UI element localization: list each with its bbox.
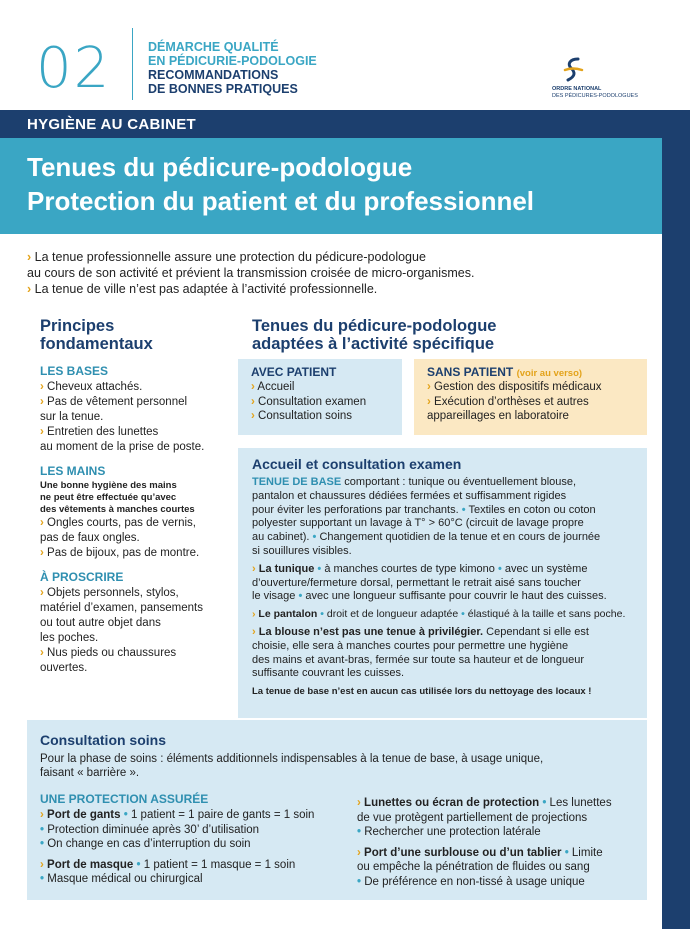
bullet-icon: • xyxy=(320,608,324,621)
title-box xyxy=(0,138,662,234)
tun-3: d’ouverture/fermeture dorsal, permettant le retrait aisé sans toucher xyxy=(252,576,581,589)
tenues-heading-1: Tenues du pédicure-podologue xyxy=(252,317,497,335)
masque-label: Port de masque xyxy=(47,858,134,871)
tb-3: pour éviter les perforations par tranchants. xyxy=(252,503,459,516)
tb-7: Changement quotidien de la tenue et en cours de journée xyxy=(316,531,601,544)
avec-item-2: Consultation examen xyxy=(258,395,367,408)
arrow-icon: › xyxy=(40,587,44,599)
bases-heading: LES BASES xyxy=(40,364,109,378)
mains-heading: LES MAINS xyxy=(40,464,106,478)
lunettes-label: Lunettes ou écran de protection xyxy=(364,797,540,809)
sans-item-1: Gestion des dispositifs médicaux xyxy=(434,381,602,393)
principes-heading-2: fondamentaux xyxy=(40,335,153,353)
header-line-4: DE BONNES PRATIQUES xyxy=(148,82,298,96)
blo-3: des mains et avant-bras, fermée sur toute sa hauteur et de longueur xyxy=(252,653,585,666)
section-band xyxy=(0,110,662,138)
accueil-note: La tenue de base n’est en aucun cas utilisée lors du nettoyage des locaux ! xyxy=(252,686,592,698)
sans-patient-box xyxy=(414,359,647,435)
sans-item-2b: appareillages en laboratoire xyxy=(427,410,569,422)
avec-patient-box xyxy=(238,359,402,435)
sans-heading: SANS PATIENT xyxy=(427,365,514,379)
bullet-icon: • xyxy=(136,858,141,871)
arrow-icon: › xyxy=(40,426,44,438)
tenues-heading xyxy=(252,317,496,353)
mains-item-1a: Ongles courts, pas de vernis, xyxy=(47,517,196,529)
mains-bold-3: des vêtements à manches courtes xyxy=(40,504,195,515)
bullet-icon: • xyxy=(40,873,45,885)
header-text xyxy=(148,40,317,96)
soins-left xyxy=(40,792,340,887)
sur-3: De préférence en non-tissé à usage unique xyxy=(364,875,585,888)
mains-item-2: Pas de bijoux, pas de montre. xyxy=(47,547,200,559)
blouse-paragraph xyxy=(252,626,640,681)
logo-text-1: ORDRE NATIONAL xyxy=(552,86,602,92)
bases-item-3a: Entretien des lunettes xyxy=(47,426,159,438)
arrow-icon: › xyxy=(27,250,32,264)
pros-item-1d: les poches. xyxy=(40,632,99,644)
tun-1: à manches courtes de type kimono xyxy=(321,562,495,575)
mains-bold xyxy=(40,480,220,516)
arrow-icon: › xyxy=(27,282,32,296)
bullet-icon: • xyxy=(497,562,502,575)
sans-note: (voir au verso) xyxy=(516,368,583,379)
soins-box xyxy=(27,720,647,900)
principes-panel xyxy=(27,360,217,695)
pros-item-2a: Nus pieds ou chaussures xyxy=(47,647,177,659)
blo-4: suffisante couvrant les cuisses. xyxy=(252,667,405,680)
bases-item-2a: Pas de vêtement personnel xyxy=(47,396,188,408)
bullet-icon: • xyxy=(298,590,303,603)
pros-item-2b: ouvertes. xyxy=(40,662,88,674)
arrow-icon: › xyxy=(40,517,44,529)
gants-label: Port de gants xyxy=(47,809,121,821)
surblouse-label: Port d’une surblouse ou d’un tablier xyxy=(364,846,562,859)
blo-1: Cependant si elle est xyxy=(483,625,589,638)
masque-1: 1 patient = 1 masque = 1 soin xyxy=(140,858,296,871)
tb-4: Textiles en coton ou coton xyxy=(465,503,596,516)
mains-bold-2: ne peut être effectuée qu’avec xyxy=(40,492,177,503)
bullet-icon: • xyxy=(357,826,362,838)
tb-6: au cabinet). xyxy=(252,531,310,544)
arrow-icon: › xyxy=(40,547,44,559)
logo-text-2: DES PÉDICURES-PODOLOGUES xyxy=(552,93,638,99)
arrow-icon: › xyxy=(252,625,256,638)
tb-2: pantalon et chaussures dédiées fermées et suffisamment rigides xyxy=(252,489,567,502)
lun-3: Rechercher une protection latérale xyxy=(364,826,541,838)
intro-text xyxy=(27,249,647,297)
soins-heading: Consultation soins xyxy=(40,732,166,748)
intro-2: La tenue de ville n’est pas adaptée à l’activité professionnelle. xyxy=(34,282,378,296)
tenue-base-label: TENUE DE BASE xyxy=(252,476,342,488)
tb-1: comportant : tunique ou éventuellement blouse, xyxy=(341,476,577,488)
mains-bold-1: Une bonne hygiène des mains xyxy=(40,480,177,491)
arrow-icon: › xyxy=(357,797,361,809)
arrow-icon: › xyxy=(40,647,44,659)
tb-5: polyester supportant un lavage à T° > 60°C (circuit de lavage propre xyxy=(252,517,584,530)
accueil-heading: Accueil et consultation examen xyxy=(252,456,462,472)
tenues-heading-2: adaptées à l’activité spécifique xyxy=(252,335,495,353)
tb-8: si souillures visibles. xyxy=(252,544,352,557)
pros-item-1b: matériel d’examen, pansements xyxy=(40,602,203,614)
bullet-icon: • xyxy=(40,823,45,836)
pantalon-paragraph xyxy=(252,608,640,622)
pros-item-1a: Objets personnels, stylos, xyxy=(47,587,179,599)
right-side-bar xyxy=(662,110,690,929)
avec-heading: AVEC PATIENT xyxy=(251,365,337,379)
soins-intro xyxy=(40,752,600,780)
blouse-label: La blouse n’est pas une tenue à privilégier. xyxy=(258,625,484,638)
arrow-icon: › xyxy=(40,809,44,821)
tenue-base-paragraph xyxy=(252,476,640,559)
section-band-label: HYGIÈNE AU CABINET xyxy=(27,116,197,133)
bullet-icon: • xyxy=(317,562,322,575)
soins-intro-1: Pour la phase de soins : éléments additionnels indispensables à la tenue de base, à usage unique, xyxy=(40,753,544,765)
gants-1: 1 patient = 1 paire de gants = 1 soin xyxy=(127,809,315,821)
proscrire-heading: À PROSCRIRE xyxy=(40,570,124,584)
arrow-icon: › xyxy=(427,395,431,408)
bases-item-3b: au moment de la prise de poste. xyxy=(40,441,205,453)
bases-item-2b: sur la tenue. xyxy=(40,411,104,423)
arrow-icon: › xyxy=(427,381,431,393)
arrow-icon: › xyxy=(40,381,44,393)
tun-4: le visage xyxy=(252,590,296,603)
bullet-icon: • xyxy=(123,809,128,821)
bullet-icon: • xyxy=(40,838,45,850)
header-line-3: RECOMMANDATIONS xyxy=(148,68,279,82)
bullet-icon: • xyxy=(461,503,466,516)
sans-item-2a: Exécution d’orthèses et autres xyxy=(434,395,589,408)
pros-item-1c: ou tout autre objet dans xyxy=(40,617,161,629)
arrow-icon: › xyxy=(252,562,256,575)
avec-item-3: Consultation soins xyxy=(258,410,353,422)
page-title-line-2: Protection du patient et du professionnel xyxy=(27,186,535,216)
accueil-box xyxy=(238,448,647,718)
accueil-body xyxy=(252,476,640,699)
arrow-icon: › xyxy=(40,396,44,408)
mains-item-1b: pas de faux ongles. xyxy=(40,532,140,544)
masque-2: Masque médical ou chirurgical xyxy=(47,873,203,885)
page-header xyxy=(0,0,690,110)
protection-heading: UNE PROTECTION ASSURÉE xyxy=(40,792,209,806)
logo-icon xyxy=(562,56,584,84)
tunique-label: La tunique xyxy=(258,562,315,575)
header-divider xyxy=(132,28,133,100)
header-line-1: DÉMARCHE QUALITÉ xyxy=(148,40,279,54)
section-number: 02 xyxy=(36,36,112,101)
bullet-icon: • xyxy=(312,531,317,544)
bases-item-1: Cheveux attachés. xyxy=(47,381,143,393)
avec-item-1: Accueil xyxy=(257,381,295,393)
tun-2: avec un système xyxy=(501,562,588,575)
page-title-line-1: Tenues du pédicure-podologue xyxy=(27,152,413,182)
gants-2: Protection diminuée après 30’ d’utilisation xyxy=(47,823,260,836)
bullet-icon: • xyxy=(357,875,362,888)
intro-1b: au cours de son activité et prévient la transmission croisée de micro-organismes. xyxy=(27,266,475,280)
bullet-icon: • xyxy=(564,846,569,859)
pantalon-label: Le pantalon xyxy=(258,608,318,621)
pan-1: droit et de longueur adaptée xyxy=(323,608,459,621)
arrow-icon: › xyxy=(252,608,256,621)
lun-2: de vue protègent partiellement de projections xyxy=(357,811,588,824)
pan-2: élastiqué à la taille et sans poche. xyxy=(464,608,626,621)
arrow-icon: › xyxy=(357,846,361,859)
gants-3: On change en cas d’interruption du soin xyxy=(47,838,251,850)
principes-heading xyxy=(40,317,153,353)
tunique-paragraph xyxy=(252,563,640,604)
sur-1: Limite xyxy=(568,846,603,859)
soins-right xyxy=(357,796,647,889)
sur-2: ou empêche la pénétration de fluides ou sang xyxy=(357,861,590,873)
arrow-icon: › xyxy=(251,381,255,393)
intro-1a: La tenue professionnelle assure une protection du pédicure-podologue xyxy=(34,250,426,264)
lun-1: Les lunettes xyxy=(546,797,612,809)
header-line-2: EN PÉDICURIE-PODOLOGIE xyxy=(148,54,317,68)
arrow-icon: › xyxy=(251,395,255,408)
tun-5: avec une longueur suffisante pour couvrir le haut des cuisses. xyxy=(302,590,607,603)
principes-heading-1: Principes xyxy=(40,317,115,335)
soins-intro-2: faisant « barrière ». xyxy=(40,767,140,779)
blo-2: choisie, elle sera à manches courtes pour permettre une hygiène xyxy=(252,639,569,652)
bullet-icon: • xyxy=(461,608,465,621)
arrow-icon: › xyxy=(251,410,255,422)
bullet-icon: • xyxy=(542,797,547,809)
arrow-icon: › xyxy=(40,858,44,871)
